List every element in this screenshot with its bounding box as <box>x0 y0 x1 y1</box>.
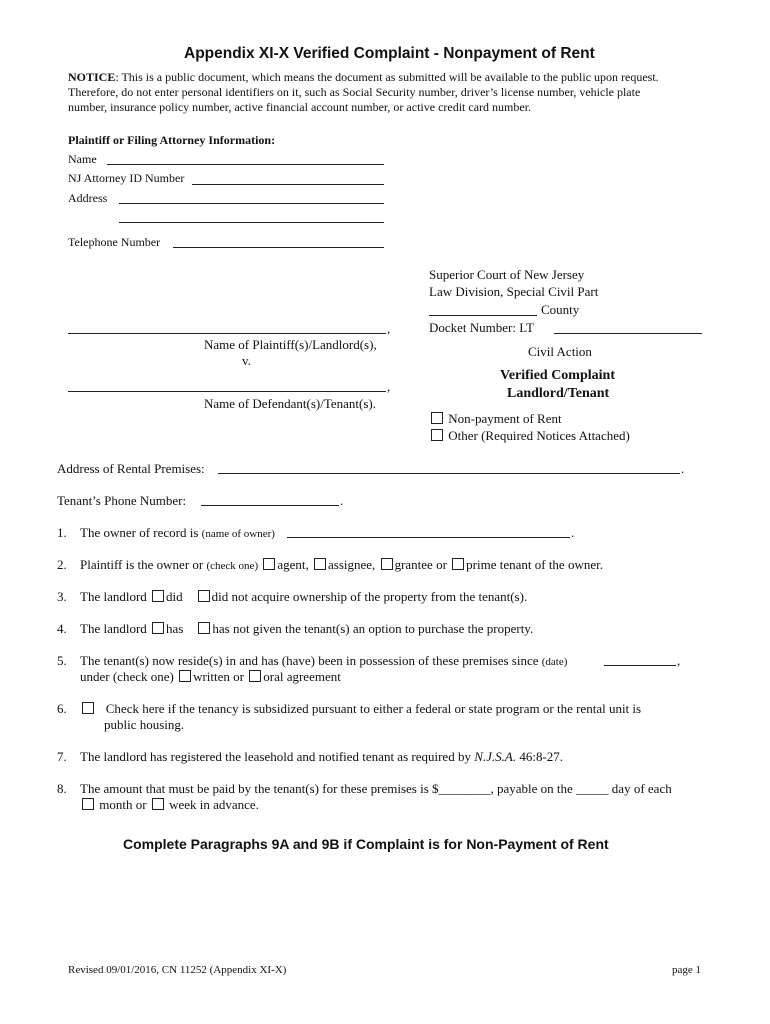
attorney-id-field[interactable] <box>192 184 384 185</box>
county-label: County <box>541 302 580 317</box>
name-field[interactable] <box>107 164 384 165</box>
prime-tenant-label: prime tenant of the owner. <box>466 557 603 572</box>
footer-revised: Revised 09/01/2016, CN 11252 (Appendix XI-X) <box>68 964 287 976</box>
para-5-under-label: under (check one) <box>80 669 174 684</box>
notice-line-2: Therefore, do not enter personal identifiers on it, such as Social Security number, driver’s license number, vehicle plate <box>68 85 641 99</box>
has-label: has <box>166 621 184 636</box>
para-7-text <box>80 749 563 765</box>
telephone-field[interactable] <box>173 247 384 248</box>
para-1-hint: (name of owner) <box>201 528 275 540</box>
para-4-text <box>80 621 533 637</box>
docket-label: Docket Number: LT <box>429 320 534 335</box>
name-label: Name <box>68 152 97 166</box>
statute-reference: N.J.S.A. <box>474 749 517 764</box>
rental-address-period: . <box>681 461 685 476</box>
para-8-number: 8. <box>57 781 67 796</box>
grantee-checkbox[interactable] <box>381 558 393 570</box>
civil-action-label: Civil Action <box>528 344 592 359</box>
grantee-label: grantee or <box>394 557 447 572</box>
tenant-phone-period: . <box>340 493 344 508</box>
para-2-text <box>80 557 603 574</box>
para-5-text <box>80 653 567 670</box>
footer-page-number: page 1 <box>672 964 702 976</box>
did-not-checkbox[interactable] <box>198 590 210 602</box>
para-2-number: 2. <box>57 557 67 572</box>
did-not-label: did not acquire ownership of the property from the tenant(s). <box>211 589 528 604</box>
did-checkbox[interactable] <box>152 590 164 602</box>
section-heading: Complete Paragraphs 9A and 9B if Complaint is for Non-Payment of Rent <box>123 836 609 852</box>
court-division: Law Division, Special Civil Part <box>429 284 599 299</box>
possession-date-field[interactable] <box>604 665 676 666</box>
agent-checkbox[interactable] <box>263 558 275 570</box>
court-name: Superior Court of New Jersey <box>429 267 585 282</box>
oral-checkbox[interactable] <box>249 670 261 682</box>
versus-label: v. <box>242 353 251 368</box>
document-title: Appendix XI-X Verified Complaint - Nonpayment of Rent <box>184 45 595 62</box>
para-5-number: 5. <box>57 653 67 668</box>
nonpayment-label: Non-payment of Rent <box>448 411 562 426</box>
has-checkbox[interactable] <box>152 622 164 634</box>
defendant-name-field[interactable] <box>68 391 386 392</box>
notice-text-1: : This is a public document, which means the document as submitted will be available to the public upon request. <box>115 70 659 84</box>
nonpayment-checkbox[interactable] <box>431 412 443 424</box>
other-label: Other (Required Notices Attached) <box>448 428 630 443</box>
para-5-comma: , <box>677 653 681 668</box>
para-6-label: Check here if the tenancy is subsidized pursuant to either a federal or state program or the rental unit is <box>105 701 642 716</box>
para-1-period: . <box>571 525 575 540</box>
month-checkbox[interactable] <box>82 798 94 810</box>
attorney-id-label: NJ Attorney ID Number <box>68 171 185 185</box>
para-6-line-2: public housing. <box>104 717 185 732</box>
week-label: week in advance. <box>169 797 259 812</box>
para-5-line-2 <box>80 669 341 685</box>
address-field-1[interactable] <box>119 203 384 204</box>
rental-address-field[interactable] <box>218 473 680 474</box>
agent-label: agent, <box>277 557 309 572</box>
para-1-text <box>80 525 275 542</box>
has-not-checkbox[interactable] <box>198 622 210 634</box>
owner-name-field[interactable] <box>287 537 570 538</box>
notice-line-3: number, insurance policy number, active financial account number, or active credit card number. <box>68 100 532 114</box>
complaint-heading: Verified Complaint <box>500 368 615 383</box>
prime-tenant-checkbox[interactable] <box>452 558 464 570</box>
para-1-number: 1. <box>57 525 67 540</box>
oral-label: oral agreement <box>263 669 341 684</box>
para-3-number: 3. <box>57 589 67 604</box>
did-label: did <box>166 589 183 604</box>
notice-line-1 <box>68 70 659 86</box>
para-6-number: 6. <box>57 701 67 716</box>
month-label: month or <box>99 797 147 812</box>
para-2-label: Plaintiff is the owner or <box>80 557 204 572</box>
statute-cite: 46:8-27. <box>519 749 564 764</box>
address-field-2[interactable] <box>119 222 384 223</box>
other-checkbox[interactable] <box>431 429 443 441</box>
defendant-comma: , <box>387 379 391 394</box>
plaintiff-name-field[interactable] <box>68 333 386 334</box>
para-5-hint: (date) <box>541 656 568 668</box>
option-other <box>429 428 630 444</box>
para-3-text <box>80 589 527 605</box>
notice-label: NOTICE <box>68 70 116 84</box>
county-field[interactable] <box>429 315 537 316</box>
telephone-label: Telephone Number <box>68 235 161 249</box>
plaintiff-caption-label: Name of Plaintiff(s)/Landlord(s), <box>204 337 377 352</box>
defendant-caption-label: Name of Defendant(s)/Tenant(s). <box>204 396 376 411</box>
para-4-label: The landlord <box>80 621 147 636</box>
written-label: written or <box>193 669 244 684</box>
docket-number-field[interactable] <box>554 333 702 334</box>
assignee-checkbox[interactable] <box>314 558 326 570</box>
option-nonpayment <box>429 411 562 427</box>
para-3-label: The landlord <box>80 589 147 604</box>
rental-address-label: Address of Rental Premises: <box>57 461 205 476</box>
assignee-label: assignee, <box>328 557 376 572</box>
address-label: Address <box>68 191 108 205</box>
tenant-phone-label: Tenant’s Phone Number: <box>57 493 187 508</box>
para-8-text: The amount that must be paid by the tenant(s) for these premises is $________, payable on the _____ day of each <box>80 781 672 796</box>
written-checkbox[interactable] <box>179 670 191 682</box>
landlord-tenant-heading: Landlord/Tenant <box>507 386 610 401</box>
para-7-number: 7. <box>57 749 67 764</box>
para-5-label: The tenant(s) now reside(s) in and has (have) been in possession of these premises since <box>80 653 539 668</box>
week-checkbox[interactable] <box>152 798 164 810</box>
subsidized-checkbox[interactable] <box>82 702 94 714</box>
para-6-text <box>80 701 641 717</box>
para-1-label: The owner of record is <box>80 525 199 540</box>
tenant-phone-field[interactable] <box>201 505 339 506</box>
has-not-label: has not given the tenant(s) an option to purchase the property. <box>212 621 534 636</box>
plaintiff-comma: , <box>387 321 391 336</box>
para-7-label: The landlord has registered the leasehold and notified tenant as required by <box>80 749 471 764</box>
plaintiff-info-heading: Plaintiff or Filing Attorney Information: <box>68 133 276 147</box>
para-4-number: 4. <box>57 621 67 636</box>
para-2-hint: (check one) <box>206 560 259 572</box>
para-8-line-2 <box>80 797 259 813</box>
